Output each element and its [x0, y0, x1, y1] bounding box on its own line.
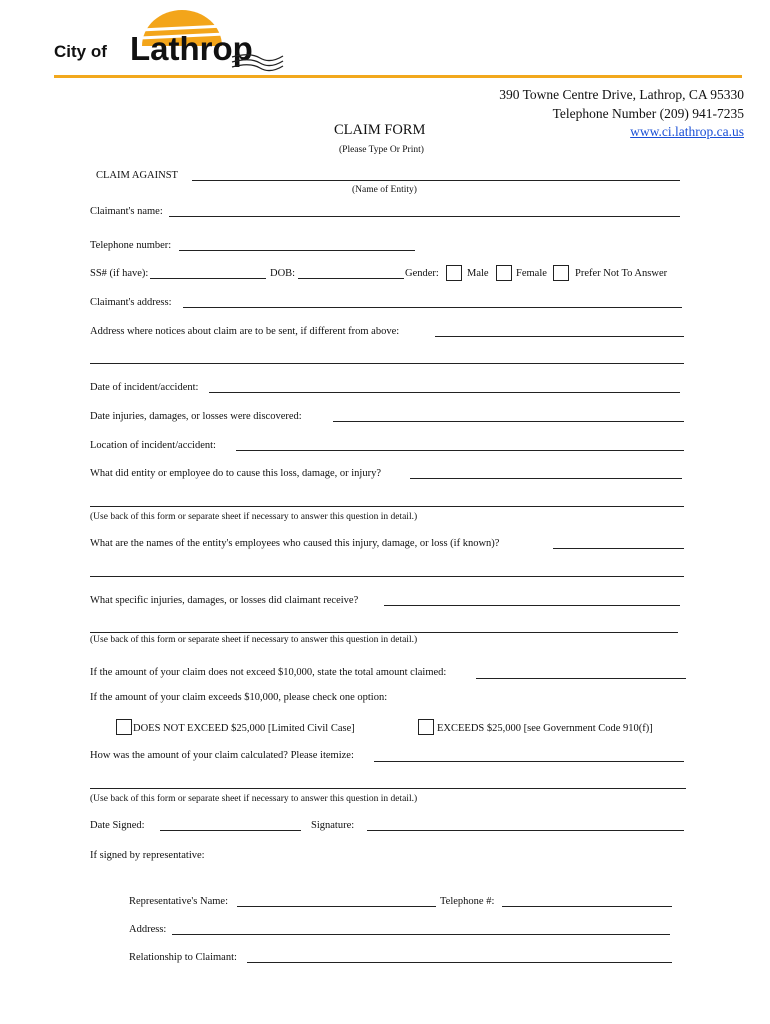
- date-signed-field[interactable]: [160, 830, 301, 831]
- notice-address-field[interactable]: [435, 336, 684, 337]
- location-field[interactable]: [236, 450, 684, 451]
- injuries-field[interactable]: [384, 605, 680, 606]
- not-exceed-25000-checkbox[interactable]: [116, 719, 132, 735]
- ss-field[interactable]: [150, 278, 266, 279]
- gender-male-label: Male: [467, 268, 489, 279]
- what-did-field-2[interactable]: [90, 506, 684, 507]
- signature-label: Signature:: [311, 820, 355, 831]
- rep-relationship-field[interactable]: [247, 962, 672, 963]
- header-divider: [54, 75, 742, 78]
- form-title: CLAIM FORM: [334, 122, 426, 138]
- claim-against-label: CLAIM AGAINST: [96, 170, 178, 181]
- rep-phone-label: Telephone #:: [440, 896, 495, 907]
- address-line: 390 Towne Centre Drive, Lathrop, CA 95330: [499, 87, 744, 102]
- gender-female-checkbox[interactable]: [496, 265, 512, 281]
- claim-against-field[interactable]: [192, 180, 680, 181]
- date-incident-label: Date of incident/accident:: [90, 382, 199, 393]
- location-label: Location of incident/accident:: [90, 440, 216, 451]
- rep-name-field[interactable]: [237, 906, 436, 907]
- how-calculated-field[interactable]: [374, 761, 684, 762]
- notice-address-label: Address where notices about claim are to be sent, if different from above:: [90, 326, 400, 337]
- notice-address-field-2[interactable]: [90, 363, 684, 364]
- use-back-note-3: (Use back of this form or separate sheet if necessary to answer this question in detail.): [90, 794, 418, 804]
- gender-prefer-not-checkbox[interactable]: [553, 265, 569, 281]
- exceeds-25000-checkbox[interactable]: [418, 719, 434, 735]
- employees-field-2[interactable]: [90, 576, 684, 577]
- if-signed-label: If signed by representative:: [90, 850, 205, 861]
- claimant-name-label: Claimant's name:: [90, 206, 163, 217]
- logo-name-text: Lathrop: [130, 30, 253, 67]
- rep-relationship-label: Relationship to Claimant:: [129, 952, 237, 963]
- not-exceed-25000-label: DOES NOT EXCEED $25,000 [Limited Civil Case]: [133, 723, 355, 734]
- rep-address-field[interactable]: [172, 934, 670, 935]
- employees-label: What are the names of the entity's employees who caused this injury, damage, or loss (if known)?: [90, 538, 500, 549]
- name-of-entity-caption: (Name of Entity): [352, 185, 417, 195]
- telephone-field[interactable]: [179, 250, 415, 251]
- form-subtitle: (Please Type Or Print): [339, 145, 424, 155]
- what-did-field[interactable]: [410, 478, 682, 479]
- amount-field[interactable]: [476, 678, 686, 679]
- gender-label: Gender:: [405, 268, 439, 279]
- use-back-note-1: (Use back of this form or separate sheet if necessary to answer this question in detail.): [90, 512, 418, 522]
- dob-field[interactable]: [298, 278, 404, 279]
- wave-icon: [230, 52, 285, 74]
- logo-city-text: City of: [54, 42, 107, 61]
- what-did-label: What did entity or employee do to cause this loss, damage, or injury?: [90, 468, 382, 479]
- phone-line: Telephone Number (209) 941-7235: [552, 106, 744, 121]
- how-calculated-field-2[interactable]: [90, 788, 686, 789]
- rep-name-label: Representative's Name:: [129, 896, 228, 907]
- how-calculated-label: How was the amount of your claim calculated? Please itemize:: [90, 750, 354, 761]
- injuries-label: What specific injuries, damages, or losses did claimant receive?: [90, 595, 359, 606]
- gender-male-checkbox[interactable]: [446, 265, 462, 281]
- claimant-address-label: Claimant's address:: [90, 297, 172, 308]
- rep-address-label: Address:: [129, 924, 167, 935]
- claimant-name-field[interactable]: [169, 216, 680, 217]
- date-discovered-label: Date injuries, damages, or losses were discovered:: [90, 411, 302, 422]
- signature-field[interactable]: [367, 830, 684, 831]
- website-link[interactable]: www.ci.lathrop.ca.us: [630, 124, 744, 139]
- use-back-note-2: (Use back of this form or separate sheet if necessary to answer this question in detail.): [90, 635, 418, 645]
- dob-label: DOB:: [270, 268, 296, 279]
- amount-exceeds-label: If the amount of your claim exceeds $10,000, please check one option:: [90, 692, 388, 703]
- date-incident-field[interactable]: [209, 392, 680, 393]
- employees-field[interactable]: [553, 548, 684, 549]
- rep-phone-field[interactable]: [502, 906, 672, 907]
- telephone-label: Telephone number:: [90, 240, 172, 251]
- exceeds-25000-label: EXCEEDS $25,000 [see Government Code 910(f)]: [437, 723, 653, 734]
- amount-not-exceed-label: If the amount of your claim does not exceed $10,000, state the total amount claimed:: [90, 667, 447, 678]
- gender-female-label: Female: [516, 268, 547, 279]
- claimant-address-field[interactable]: [183, 307, 682, 308]
- gender-prefer-not-label: Prefer Not To Answer: [575, 268, 668, 279]
- ss-label: SS# (if have):: [90, 268, 149, 279]
- date-discovered-field[interactable]: [333, 421, 684, 422]
- injuries-field-2[interactable]: [90, 632, 678, 633]
- date-signed-label: Date Signed:: [90, 820, 145, 831]
